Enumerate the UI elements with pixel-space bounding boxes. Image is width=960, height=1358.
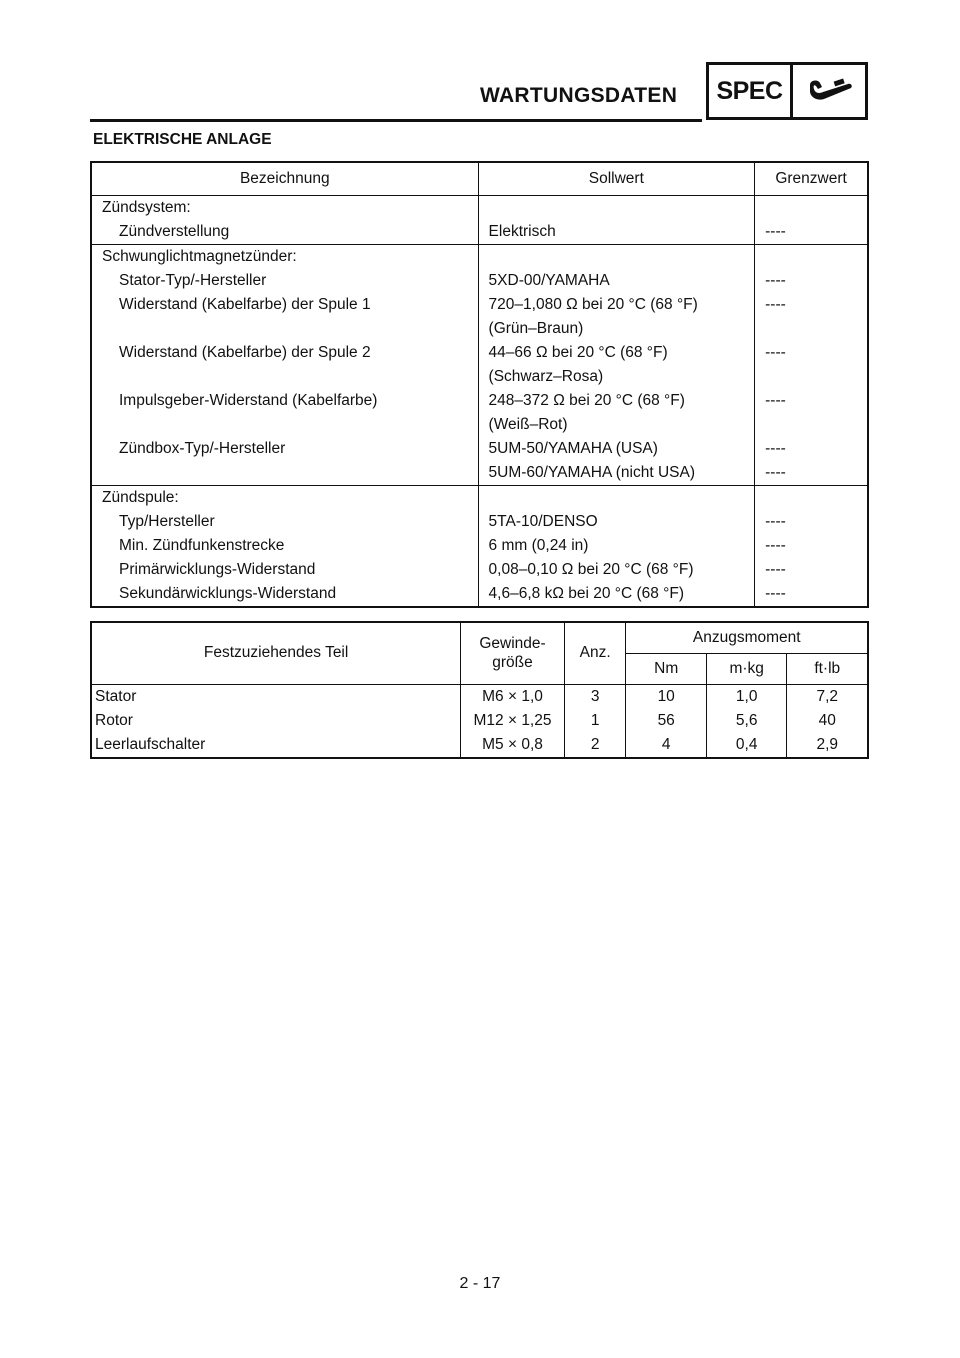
item-label: Widerstand (Kabelfarbe) der Spule 2 (119, 344, 371, 361)
cell-part: Stator (91, 684, 461, 709)
unit-header-ftlb: ft·lb (787, 653, 868, 684)
specification-table (90, 161, 869, 608)
table-row (91, 389, 868, 437)
header-rule (90, 119, 702, 122)
cell-qty: 2 (564, 733, 626, 758)
table-row (91, 293, 868, 341)
table-row (91, 733, 868, 758)
limit-line: ---- (765, 513, 786, 530)
page-number: 2 - 17 (459, 1275, 501, 1292)
group-title: Zündspule: (91, 486, 478, 511)
wrench-icon (793, 65, 865, 117)
value-line: 4,6–6,8 kΩ bei 20 °C (68 °F) (488, 585, 684, 602)
item-label: Typ/Hersteller (119, 513, 215, 530)
limit-cell (755, 341, 868, 389)
cell-thread: M5 × 0,8 (461, 733, 565, 758)
value-line: (Grün–Braun) (488, 320, 584, 337)
table-row (91, 510, 868, 534)
limit-cell (755, 510, 868, 534)
column-header-part: Festzuziehendes Teil (91, 622, 461, 684)
cell-ftlb: 2,9 (787, 733, 868, 758)
column-header-torque: Anzugsmoment (626, 622, 868, 653)
cell-nm: 4 (626, 733, 706, 758)
value-line: 5UM-50/YAMAHA (USA) (488, 440, 658, 457)
value-line: 720–1,080 Ω bei 20 °C (68 °F) (488, 296, 698, 313)
group-title: Schwunglichtmagnetzünder: (91, 245, 478, 270)
limit-line: ---- (765, 585, 786, 602)
limit-line: ---- (765, 223, 786, 240)
group-header-row (91, 486, 868, 511)
cell-mkg: 0,4 (706, 733, 787, 758)
value-line: 6 mm (0,24 in) (488, 537, 589, 554)
limit-cell (755, 534, 868, 558)
group-header-row (91, 245, 868, 270)
limit-line: ---- (765, 272, 786, 289)
limit-line: ---- (765, 464, 786, 481)
value-line: 5TA-10/DENSO (488, 513, 598, 530)
cell-ftlb: 40 (787, 709, 868, 733)
cell-qty: 1 (564, 709, 626, 733)
value-line: (Schwarz–Rosa) (488, 368, 604, 385)
limit-cell (755, 558, 868, 582)
column-header-qty: Anz. (564, 622, 626, 684)
group-header-row (91, 196, 868, 221)
item-label: Zündbox-Typ/-Hersteller (119, 440, 286, 457)
page-title: WARTUNGSDATEN (480, 84, 678, 107)
cell-nm: 10 (626, 684, 706, 709)
limit-cell (755, 389, 868, 437)
value-line: 5XD-00/YAMAHA (488, 272, 610, 289)
thread-header-line: größe (492, 654, 533, 672)
limit-line: ---- (765, 344, 786, 361)
value-line: 44–66 Ω bei 20 °C (68 °F) (488, 344, 668, 361)
value-line: 248–372 Ω bei 20 °C (68 °F) (488, 392, 685, 409)
item-label: Zündverstellung (119, 223, 230, 240)
spec-badge-label: SPEC (709, 65, 793, 117)
limit-line: ---- (765, 561, 786, 578)
item-label: Sekundärwicklungs-Widerstand (119, 585, 337, 602)
column-header: Grenzwert (755, 162, 868, 196)
value-cell (478, 389, 755, 437)
value-line: (Weiß–Rot) (488, 416, 568, 433)
torque-table (90, 621, 869, 759)
value-cell (478, 269, 755, 293)
cell-thread: M12 × 1,25 (461, 709, 565, 733)
value-cell (478, 582, 755, 607)
item-label: Min. Zündfunkenstrecke (119, 537, 285, 554)
group-title: Zündsystem: (91, 196, 478, 221)
value-cell (478, 558, 755, 582)
column-header: Bezeichnung (91, 162, 478, 196)
value-line: 5UM-60/YAMAHA (nicht USA) (488, 464, 695, 481)
limit-line: ---- (765, 392, 786, 409)
value-cell (478, 437, 755, 486)
table-row (91, 558, 868, 582)
item-label: Widerstand (Kabelfarbe) der Spule 1 (119, 296, 371, 313)
table-row (91, 220, 868, 245)
table-row (91, 709, 868, 733)
limit-line: ---- (765, 440, 786, 457)
table-row (91, 534, 868, 558)
table-row (91, 582, 868, 607)
table-row (91, 437, 868, 486)
value-cell (478, 220, 755, 245)
spec-badge (706, 62, 868, 120)
limit-cell (755, 220, 868, 245)
limit-line: ---- (765, 296, 786, 313)
value-cell (478, 293, 755, 341)
limit-cell (755, 437, 868, 486)
limit-line: ---- (765, 537, 786, 554)
value-line: Elektrisch (488, 223, 556, 240)
item-label: Impulsgeber-Widerstand (Kabelfarbe) (119, 392, 378, 409)
value-cell (478, 534, 755, 558)
limit-cell (755, 582, 868, 607)
column-header: Sollwert (478, 162, 755, 196)
value-line: 0,08–0,10 Ω bei 20 °C (68 °F) (488, 561, 694, 578)
cell-part: Leerlaufschalter (91, 733, 461, 758)
cell-part: Rotor (91, 709, 461, 733)
value-cell (478, 510, 755, 534)
unit-header-nm: Nm (626, 653, 706, 684)
section-title: ELEKTRISCHE ANLAGE (93, 131, 272, 148)
cell-ftlb: 7,2 (787, 684, 868, 709)
column-header-thread (461, 622, 565, 684)
cell-mkg: 5,6 (706, 709, 787, 733)
table-row (91, 269, 868, 293)
value-cell (478, 341, 755, 389)
cell-nm: 56 (626, 709, 706, 733)
cell-mkg: 1,0 (706, 684, 787, 709)
item-label: Stator-Typ/-Hersteller (119, 272, 267, 289)
item-label: Primärwicklungs-Widerstand (119, 561, 316, 578)
cell-qty: 3 (564, 684, 626, 709)
thread-header-line: Gewinde- (479, 635, 546, 653)
table-row (91, 684, 868, 709)
unit-header-mkg: m·kg (706, 653, 787, 684)
table-row (91, 341, 868, 389)
limit-cell (755, 293, 868, 341)
cell-thread: M6 × 1,0 (461, 684, 565, 709)
limit-cell (755, 269, 868, 293)
